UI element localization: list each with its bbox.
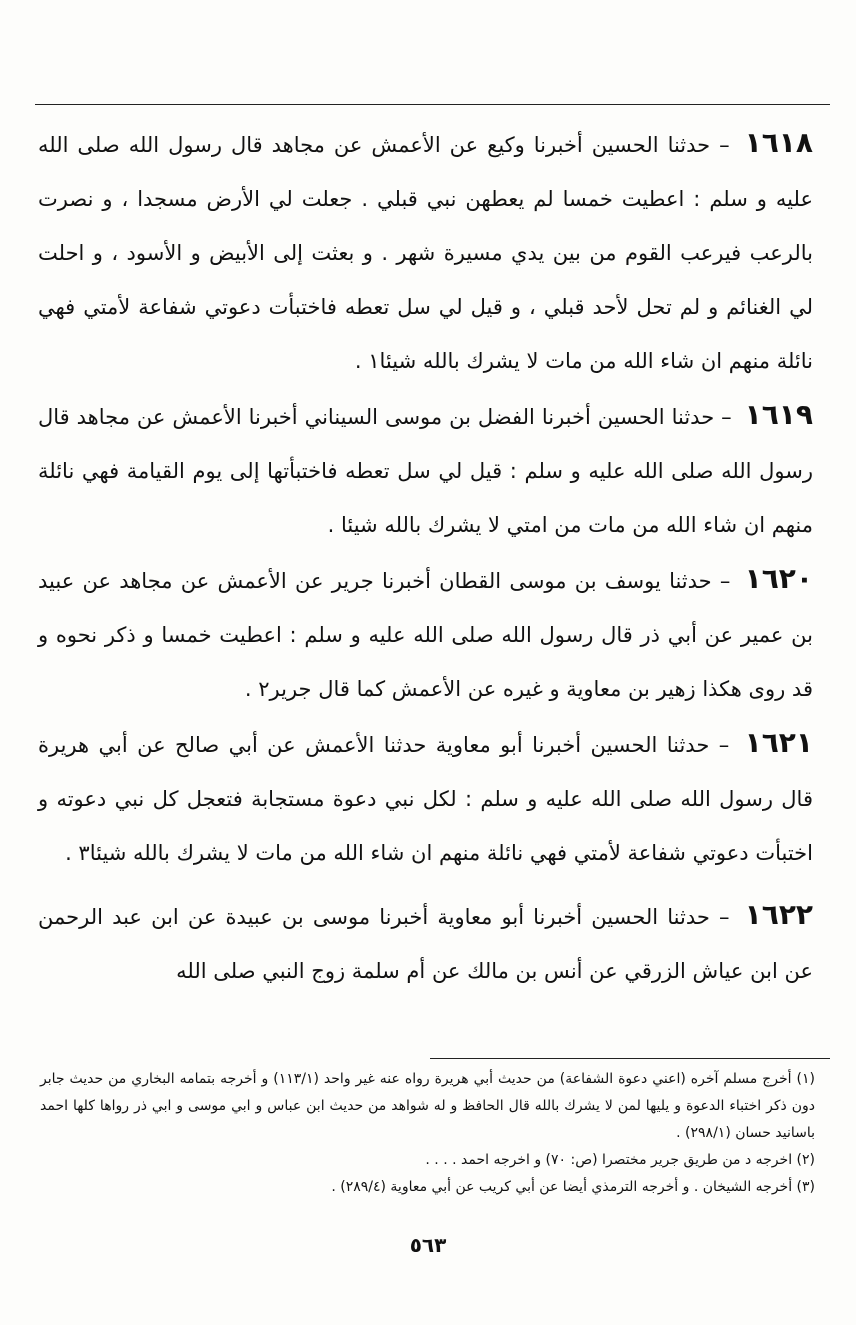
hadith-number: ١٦٢٠ [744,562,813,595]
header-rule [35,104,830,105]
hadith-text: – حدثنا الحسين أخبرنا أبو معاوية حدثنا الأعمش عن أبي صالح عن أبي هريرة قال رسول الله صلى الله عليه و سلم : لكل نبي دعوة مستجابة فتعجل كل نبي دعوته و اختبأت دعوتي شفاعة لأمتي فهي نائلة منهم ان شاء الله من مات لا يشرك بالله شيئا٣ . [38,733,813,865]
footnote: (٣) أخرجه الشيخان . و أخرجه الترمذي أيضا عن أبي كريب عن أبي معاوية (٢٨٩/٤) . [331,1179,815,1195]
main-text [38,116,813,998]
footnote: (٢) اخرجه د من طريق جرير مختصرا (ص: ٧٠) و اخرجه احمد . . . . [425,1152,815,1168]
hadith-number: ١٦٢٢ [744,898,813,931]
footnote: (١) أخرج مسلم آخره (اعني دعوة الشفاعة) من حديث أبي هريرة رواه عنه غير واحد (١١٣/١) و أخرجه بتمامه البخاري من حديث جابر دون ذكر اختباء الدعوة و يليها لمن لا يشرك بالله قال الحافظ و له شواهد من حديث ابن عباس و ابي موسى و ابي ذر رواها كلها احمد باسانيد حسان (٢٩٨/١) . [40,1071,815,1141]
hadith-text: – حدثنا الحسين أخبرنا الفضل بن موسى السيناني أخبرنا الأعمش عن مجاهد قال رسول الله صلى الله عليه و سلم : قيل لي سل تعطه فاختبأتها إلى يوم القيامة فهي نائلة منهم ان شاء الله من مات من امتي لا يشرك بالله شيئا . [38,405,813,537]
hadith-number: ١٦١٩ [744,398,813,431]
hadith-text: – حدثنا يوسف بن موسى القطان أخبرنا جرير عن الأعمش عن مجاهد عن عبيد بن عمير عن أبي ذر قال رسول الله صلى الله عليه و سلم : اعطيت خمسا و ذكر نحوه و قد روى هكذا زهير بن معاوية و غيره عن الأعمش كما قال جرير٢ . [38,569,813,701]
footnote-rule [430,1058,830,1059]
page-number: ٥٦٣ [409,1233,447,1257]
hadith-entry [38,552,813,716]
hadith-text: – حدثنا الحسين أخبرنا وكيع عن الأعمش عن مجاهد قال رسول الله صلى الله عليه و سلم : اعطيت خمسا لم يعطهن نبي قبلي . جعلت لي الأرض مسجدا ، و نصرت بالرعب فيرعب القوم من بين يدي مسيرة شهر . و بعثت إلى الأبيض و الأسود ، و احلت لي الغنائم و لم تحل لأحد قبلي ، و قيل لي سل تعطه فاختبأت دعوتي شفاعة لأمتي فهي نائلة منهم ان شاء الله من مات لا يشرك بالله شيئا١ . [38,133,813,373]
footnotes [40,1066,815,1201]
hadith-number: ١٦٢١ [744,726,813,759]
hadith-number: ١٦١٨ [744,126,813,159]
hadith-entry [38,388,813,552]
hadith-entry [38,716,813,880]
hadith-text: – حدثنا الحسين أخبرنا أبو معاوية أخبرنا موسى بن عبيدة عن ابن عبد الرحمن عن ابن عياش الزرقي عن أنس بن مالك عن أم سلمة زوج النبي صلى الله [38,905,813,983]
hadith-entry [38,888,813,998]
hadith-entry [38,116,813,388]
